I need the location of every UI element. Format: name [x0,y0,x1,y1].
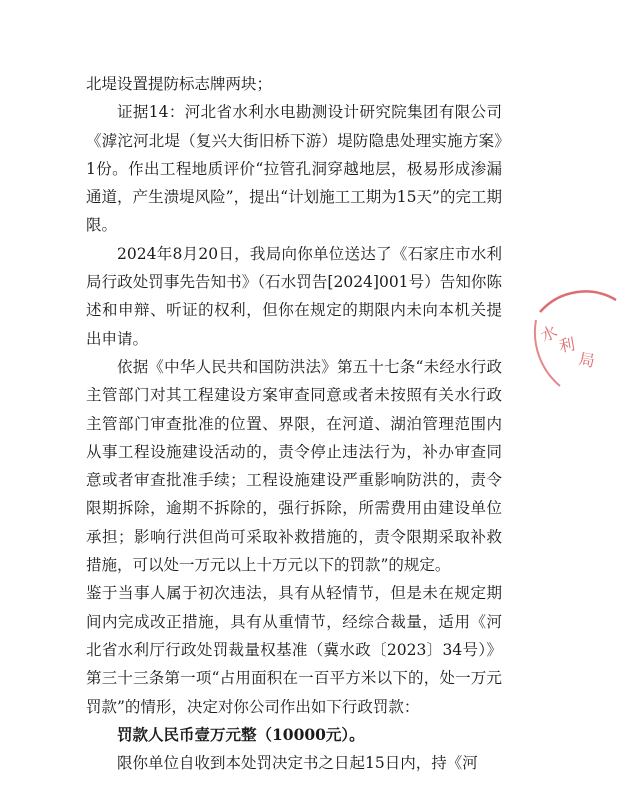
paragraph-deadline: 限你单位自收到本处罚决定书之日起15日内，持《河 [117,754,478,773]
paragraph-discretion: 鉴于当事人属于初次违法，具有从轻情节，但是未在规定期间内完成改正措施，具有从重情节，经综合裁量，适用《河北省水利厅行政处罚裁量权基准（冀水政〔2023〕34号）》第三十三条第一项“占用面积在一百平方米以下的，处一万元罚款”的情形，决定对你公司作出如下行政罚款： [86,584,502,716]
seal-graphic [530,290,620,400]
official-seal [530,290,620,400]
svg-text:水: 水 [537,321,561,346]
paragraph-continuation: 北堤设置提防标志牌两块； [86,75,273,93]
paragraph-notice: 2024年8月20日，我局向你单位送达了《石家庄市水利局行政处罚事先告知书》（石水罚告[2024]001号）告知你陈述和申辩、听证的权利，但你在规定的期限内未向本机关提出申请。 [86,244,502,348]
paragraph-evidence-14: 证据14：河北省水利水电勘测设计研究院集团有限公司《滹沱河北堤（复兴大街旧桥下游）堤防隐患处理实施方案》1份。作出工程地质评价“拉管孔洞穿越地层，极易形成渗漏通道，产生溃堤风险”，提出“计划施工工期为15天”的完工期限。 [86,103,502,235]
paragraph-legal-basis: 依据《中华人民共和国防洪法》第五十七条“未经水行政主管部门对其工程建设方案审查同意或者未按照有关水行政主管部门审查批准的位置、界限，在河道、湖泊管理范围内从事工程设施建设活动的，责令停止违法行为，补办审查同意或者审查批准手续；工程设施建设严重影响防洪的，责令限期拆除，逾期不拆除的，强行拆除，所需费用由建设单位承担；影响行洪但尚可采取补救措施的，责令限期采取补救措施，可以处一万元以上十万元以下的罚款”的规定。 [86,357,502,575]
paragraph-penalty: 罚款人民币壹万元整（10000元）。 [117,724,365,744]
svg-text:局: 局 [577,349,597,371]
document-body [86,70,502,777]
svg-text:利: 利 [557,334,577,356]
